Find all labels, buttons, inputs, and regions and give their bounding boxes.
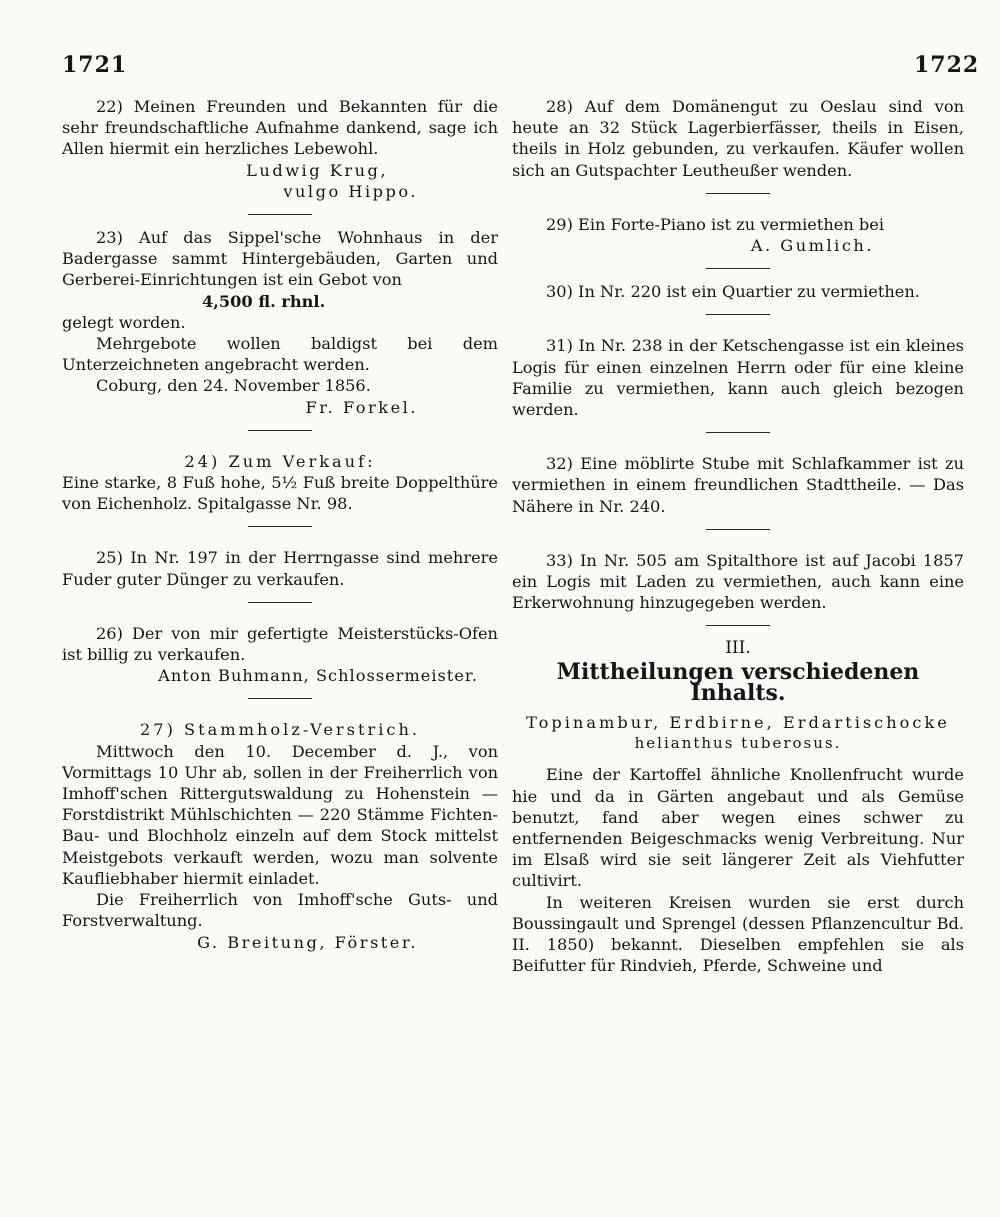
ad-33-text: 33) In Nr. 505 am Spitalthore ist auf Jacobi 1857 ein Logis mit Laden zu vermiethen, auch kann eine Erkerwohnung hinzugegeben werden. bbox=[512, 550, 964, 613]
separator-rule bbox=[248, 602, 312, 603]
separator-rule bbox=[706, 529, 770, 530]
ad-24-heading: 24) Zum Verkauf: bbox=[184, 451, 376, 471]
article-paragraph-2: In weiteren Kreisen wurden sie erst durch Boussingault und Sprengel (dessen Pflanzencultur Bd. II. 1850) bekannt. Dieselben empfehlen sie als Beifutter für Rindvieh, Pferde, Schweine und bbox=[512, 892, 964, 976]
separator-rule bbox=[706, 314, 770, 315]
ad-22-signature: Ludwig Krug, bbox=[246, 160, 388, 180]
ad-27-signature-1: Die Freiherrlich von Imhoff'sche Guts- und Forstverwaltung. bbox=[62, 890, 498, 931]
section-number: III. bbox=[725, 638, 751, 659]
ad-27-signature-2: G. Breitung, Förster. bbox=[197, 932, 418, 952]
ad-26-text: 26) Der von mir gefertigte Meisterstücks-Ofen ist billig zu verkaufen. bbox=[62, 623, 498, 665]
page-number-left: 1721 bbox=[62, 52, 128, 78]
separator-rule bbox=[706, 432, 770, 433]
ad-23-signature: Fr. Forkel. bbox=[305, 397, 418, 417]
separator-rule bbox=[706, 268, 770, 269]
separator-rule bbox=[706, 193, 770, 194]
ad-23-amount: 4,500 fl. rhnl. bbox=[202, 291, 326, 311]
ad-27-text: Mittwoch den 10. December d. J., von Vormittags 10 Uhr ab, sollen in der Freiherrlich von Imhoff'schen Rittergutswaldung zu Hohenstein — Forstdistrikt Mühlschichten — 220 Stämme Fichten-Bau- und Blochholz einzeln auf dem Stock mittelst Meistgebots verkauft werden, wozu man solvente Kaufliebhaber hiermit einladet. bbox=[62, 741, 498, 888]
section-title: Mittheilungen verschiedenen Inhalts. bbox=[556, 658, 920, 706]
ad-24-text: Eine starke, 8 Fuß hohe, 5½ Fuß breite Doppelthüre von Eichenholz. Spitalgasse Nr. 98. bbox=[62, 473, 498, 514]
left-column bbox=[62, 96, 498, 953]
separator-rule bbox=[248, 430, 312, 431]
ad-27-heading: 27) Stammholz-Verstrich. bbox=[139, 720, 421, 740]
article-latin-name: helianthus tuberosus. bbox=[634, 734, 842, 753]
separator-rule bbox=[248, 698, 312, 699]
article-title: Topinambur, Erdbirne, Erdartischocke bbox=[526, 713, 950, 733]
ad-23-text-2: gelegt worden. bbox=[62, 312, 186, 332]
right-column bbox=[512, 96, 964, 977]
ad-29-signature: A. Gumlich. bbox=[750, 236, 874, 256]
article-paragraph-1: Eine der Kartoffel ähnliche Knollenfrucht wurde hie und da in Gärten angebaut und als Gemüse benutzt, fand aber wegen eines schwer zu entfernenden Beigeschmacks wenig Verbreitung. Nur im Elsaß wird sie seit längerer Zeit als Viehfutter cultivirt. bbox=[512, 765, 964, 891]
ad-23-date: Coburg, den 24. November 1856. bbox=[96, 376, 371, 396]
separator-rule bbox=[248, 214, 312, 215]
separator-rule bbox=[248, 526, 312, 527]
page-number-right: 1722 bbox=[914, 52, 980, 78]
ad-23-text-3: Mehrgebote wollen baldigst bei dem Unterzeichneten angebracht werden. bbox=[62, 334, 498, 375]
ad-31-text: 31) In Nr. 238 in der Ketschengasse ist ein kleines Logis für einen einzelnen Herrn oder für eine kleine Familie zu vermiethen, kann auch gleich bezogen werden. bbox=[512, 336, 964, 420]
ad-28-text: 28) Auf dem Domänengut zu Oeslau sind von heute an 32 Stück Lagerbierfässer, theils in Eisen, theils in Holz gebunden, zu verkaufen. Käufer wollen sich an Gutspachter Leutheußer wenden. bbox=[512, 97, 964, 180]
ad-22-alias: vulgo Hippo. bbox=[283, 181, 418, 201]
ad-22-text: 22) Meinen Freunden und Bekannten für die sehr freundschaftliche Aufnahme dankend, sage ich Allen hiermit ein herzliches Lebewohl. bbox=[62, 97, 498, 159]
ad-23-text: 23) Auf das Sippel'sche Wohnhaus in der Badergasse sammt Hintergebäuden, Garten und Gerberei-Einrichtungen ist ein Gebot von bbox=[62, 228, 498, 290]
ad-32-text: 32) Eine möblirte Stube mit Schlafkammer ist zu vermiethen in einem freundlichen Stadttheile. — Das Nähere in Nr. 240. bbox=[512, 454, 964, 516]
separator-rule bbox=[706, 625, 770, 626]
ad-26-signature: Anton Buhmann, Schlossermeister. bbox=[158, 666, 478, 686]
ad-29-text: 29) Ein Forte-Piano ist zu vermiethen bei bbox=[546, 214, 885, 234]
ad-30-text: 30) In Nr. 220 ist ein Quartier zu vermiethen. bbox=[546, 282, 920, 302]
ad-25-text: 25) In Nr. 197 in der Herrngasse sind mehrere Fuder guter Dünger zu verkaufen. bbox=[62, 548, 498, 589]
